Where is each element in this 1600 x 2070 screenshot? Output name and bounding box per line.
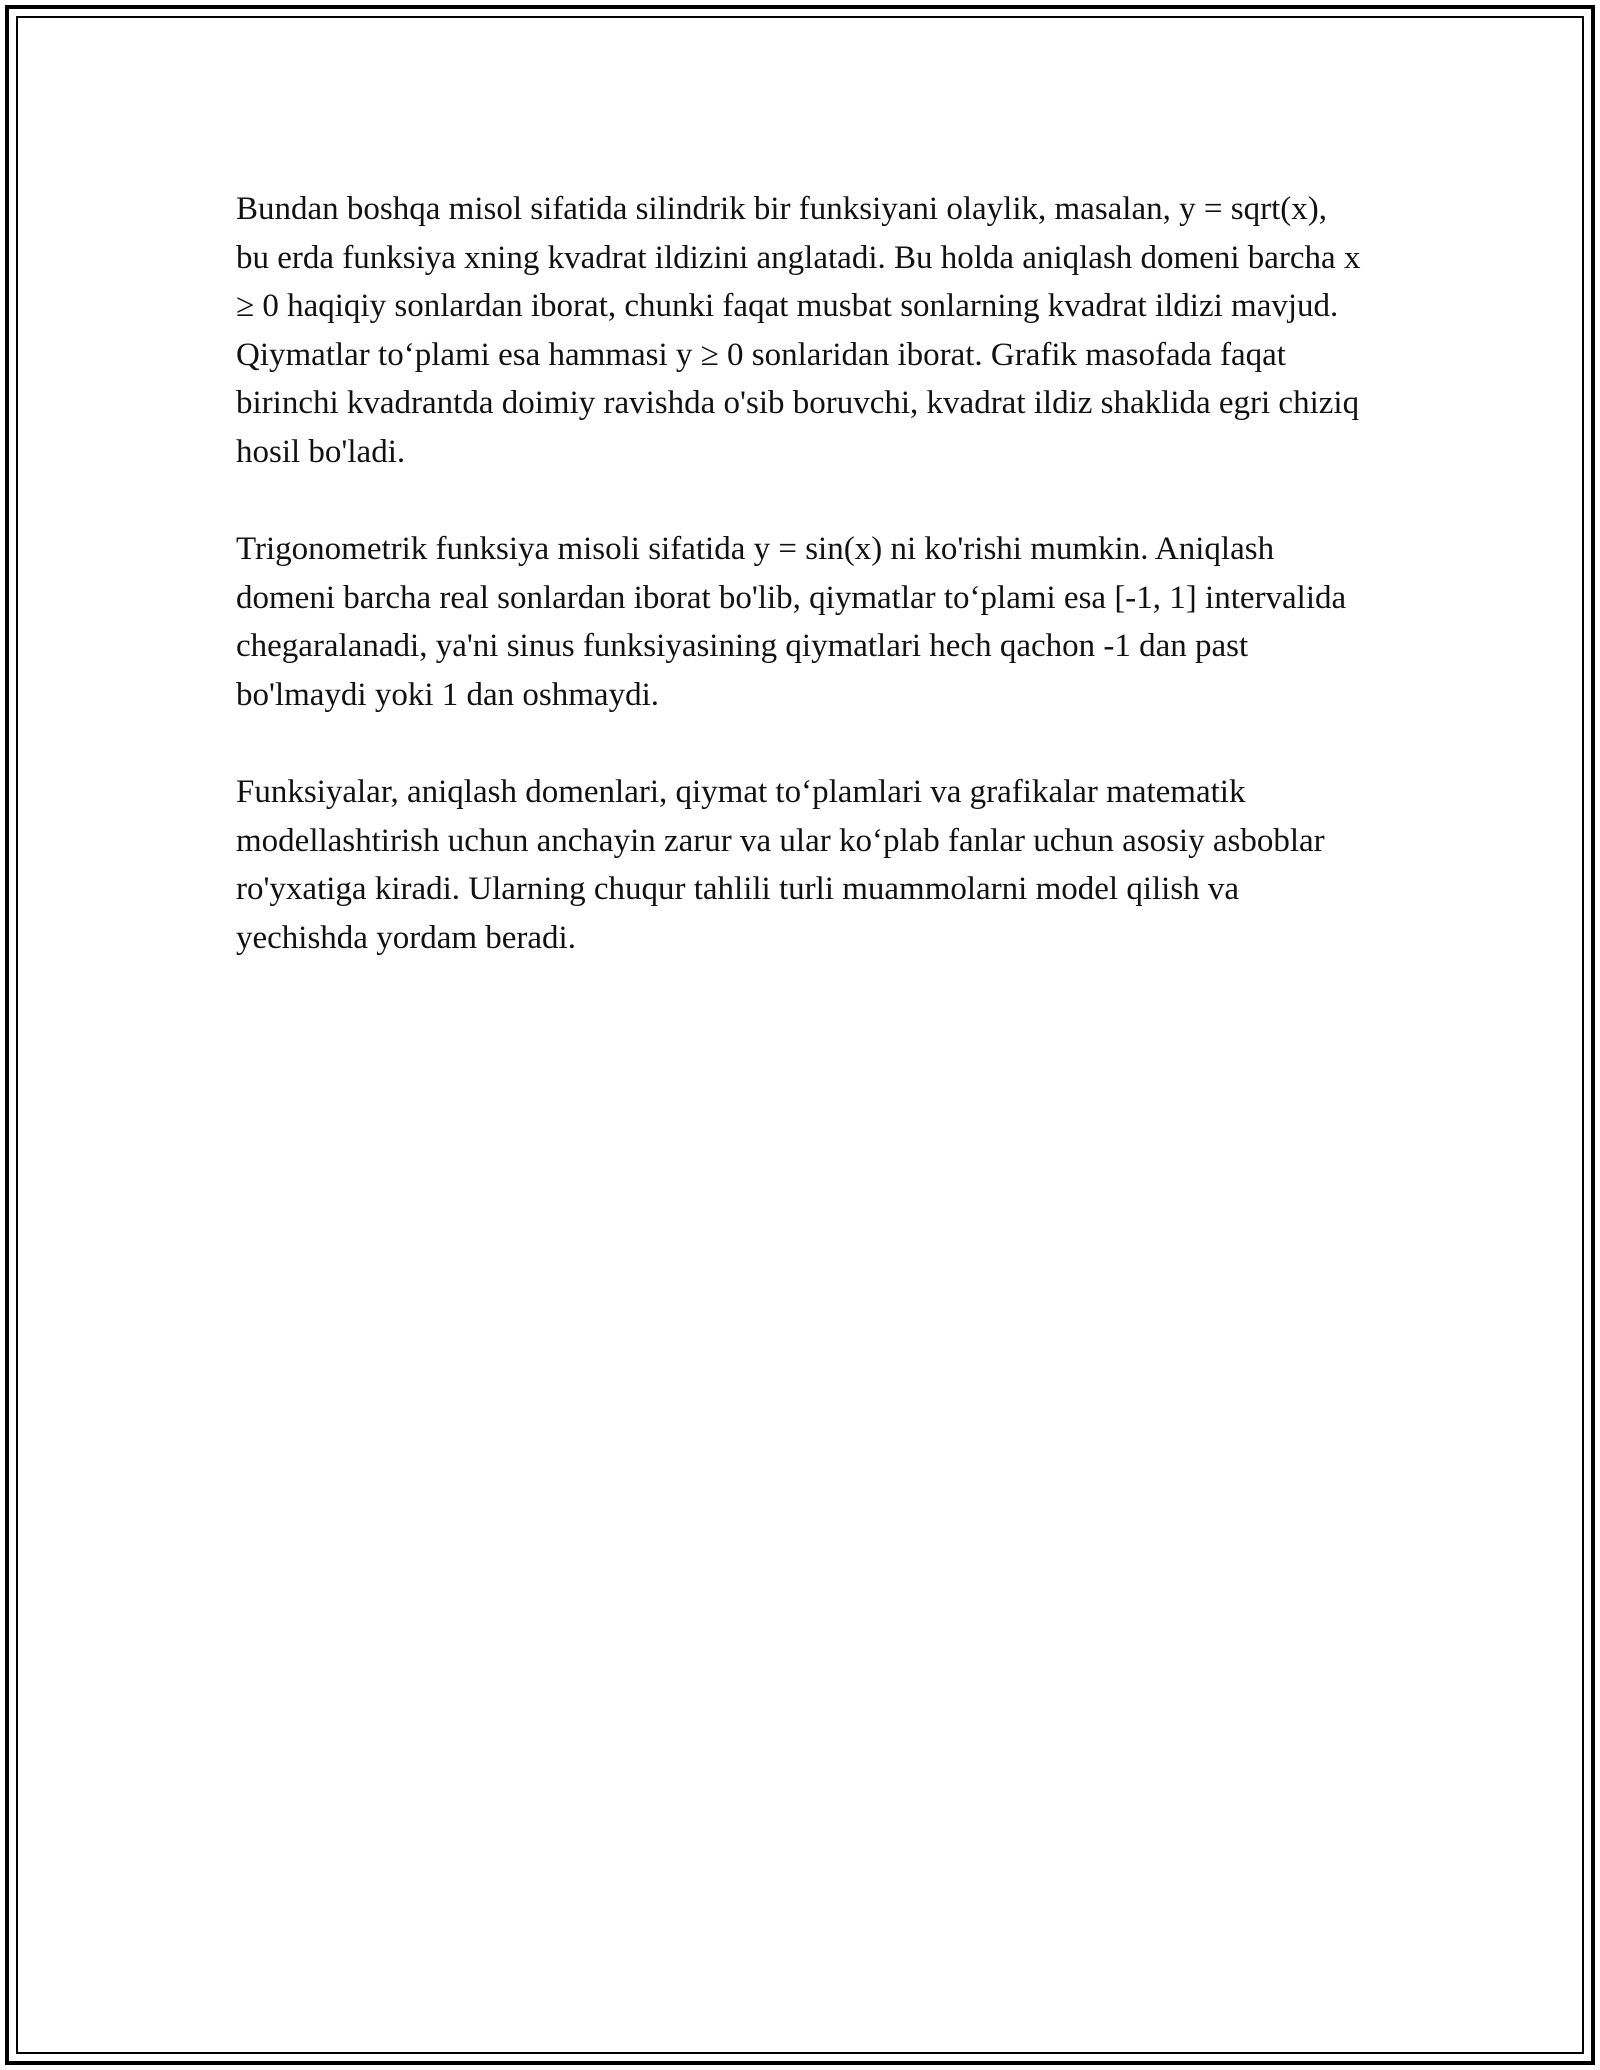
- paragraph-sqrt-function: Bundan boshqa misol sifatida silindrik bir funksiyani olaylik, masalan, y = sqrt(x), bu erda funksiya xning kvadrat ildizini anglatadi. Bu holda aniqlash domeni barcha x ≥ 0 haqiqiy sonlardan iborat, chunki faqat musbat sonlarning kvadrat ildizi mavjud. Qiymatlar to‘plami esa hammasi y ≥ 0 sonlaridan iborat. Grafik masofada faqat birinchi kvadrantda doimiy ravishda o'sib boruvchi, kvadrat ildiz shaklida egri chiziq hosil bo'ladi.: [236, 191, 1361, 470]
- paragraph-conclusion: Funksiyalar, aniqlash domenlari, qiymat to‘plamlari va grafikalar matematik modellashtirish uchun anchayin zarur va ular ko‘plab fanlar uchun asosiy asboblar ro'yxatiga kiradi. Ularning chuqur tahlili turli muammolarni model qilish va yechishda yordam beradi.: [236, 774, 1325, 956]
- paragraph-sine-function: Trigonometrik funksiya misoli sifatida y = sin(x) ni ko'rishi mumkin. Aniqlash domeni barcha real sonlardan iborat bo'lib, qiymatlar to‘plami esa [-1, 1] intervalida chegaralanadi, ya'ni sinus funksiyasining qiymatlari hech qachon -1 dan past bo'lmaydi yoki 1 dan oshmaydi.: [236, 531, 1347, 713]
- document-body: [236, 185, 1366, 1011]
